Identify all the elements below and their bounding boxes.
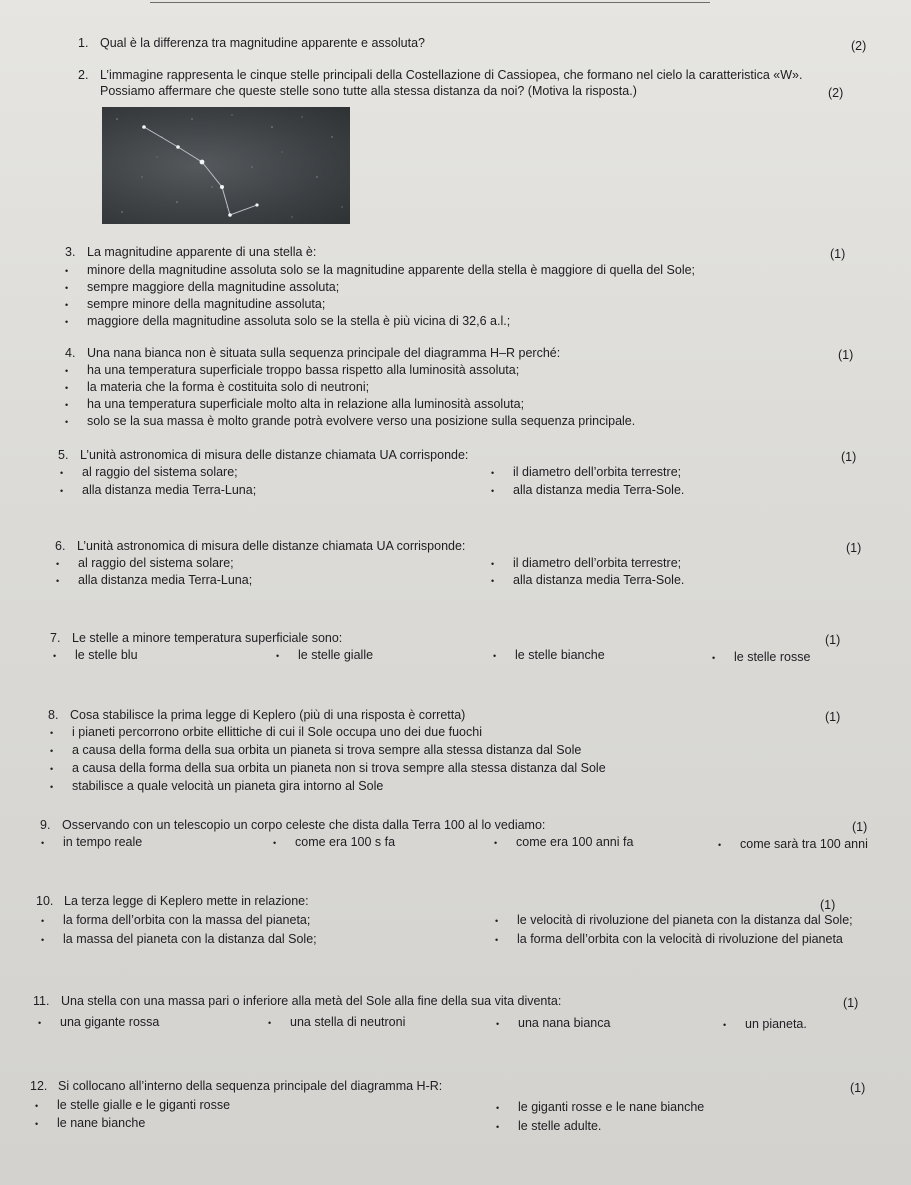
question-8-points: (1) [825,710,841,724]
question-8-option-a[interactable]: • i pianeti percorrono orbite ellittiche di cui il Sole occupa uno dei due fuochi [72,725,482,739]
question-text: Una nana bianca non è situata sulla sequenza principale del diagramma H–R perché: [87,346,561,360]
question-number: 5. [58,448,69,462]
question-text: Si collocano all’interno della sequenza principale del diagramma H-R: [58,1079,443,1093]
question-12-option-b[interactable]: • le giganti rosse e le nane bianche [518,1100,704,1114]
question-12-points: (1) [850,1081,866,1095]
cassiopeia-constellation-image [102,107,350,224]
question-7-option-a[interactable]: • le stelle blu [75,648,138,662]
question-7-points: (1) [825,633,841,647]
question-6-option-c[interactable]: • alla distanza media Terra-Luna; [78,573,252,587]
question-10-points: (1) [820,898,836,912]
question-4-title [65,346,560,360]
question-text: Una stella con una massa pari o inferiore alla metà del Sole alla fine della sua vita diventa: [61,994,562,1008]
question-2-points: (2) [828,86,844,100]
question-11-option-c[interactable]: • una nana bianca [518,1016,610,1030]
question-12-option-d[interactable]: • le stelle adulte. [518,1119,601,1133]
question-9-option-d[interactable]: • come sarà tra 100 anni [740,837,868,851]
question-text: L’unità astronomica di misura delle distanze chiamata UA corrisponde: [77,539,466,553]
question-5-option-b[interactable]: • il diametro dell’orbita terrestre; [513,465,681,479]
cassiopeia-photo [102,107,350,224]
question-3-points: (1) [830,247,846,261]
question-4-option-b[interactable]: • la materia che la forma è costituita solo di neutroni; [87,380,369,394]
question-number: 11. [33,994,50,1008]
question-12-option-a[interactable]: • le stelle gialle e le giganti rosse [57,1098,230,1112]
question-3-option-b[interactable]: • sempre maggiore della magnitudine assoluta; [87,280,339,294]
question-4-option-a[interactable]: • ha una temperatura superficiale troppo bassa rispetto alla luminosità assoluta; [87,363,519,377]
top-rule [150,2,710,3]
question-number: 2. [78,68,89,82]
question-7-option-b[interactable]: • le stelle gialle [298,648,373,662]
question-4-option-c[interactable]: • ha una temperatura superficiale molto alta in relazione alla luminosità assoluta; [87,397,524,411]
question-1-title [78,36,425,50]
question-9-option-a[interactable]: • in tempo reale [63,835,142,849]
question-3-option-a[interactable]: • minore della magnitudine assoluta solo se la magnitudine apparente della stella è maggiore di quella del Sole; [87,263,695,277]
question-7-title [50,631,342,645]
question-text: L’unità astronomica di misura delle distanze chiamata UA corrisponde: [80,448,469,462]
question-2-title [78,68,802,82]
question-number: 6. [55,539,66,553]
question-text: Qual è la differenza tra magnitudine apparente e assoluta? [100,36,425,50]
question-10-option-a[interactable]: • la forma dell’orbita con la massa del pianeta; [63,913,310,927]
question-2-text-line2: Possiamo affermare che queste stelle sono tutte alla stessa distanza da noi? (Motiva la risposta.) [100,84,637,98]
question-3-option-c[interactable]: • sempre minore della magnitudine assoluta; [87,297,325,311]
question-number: 7. [50,631,61,645]
question-6-option-d[interactable]: • alla distanza media Terra-Sole. [513,573,684,587]
question-5-option-a[interactable]: • al raggio del sistema solare; [82,465,238,479]
question-text: L’immagine rappresenta le cinque stelle principali della Costellazione di Cassiopea, che formano nel cielo la caratteristica «W». [100,68,803,82]
question-7-option-c[interactable]: • le stelle bianche [515,648,605,662]
question-text: Osservando con un telescopio un corpo celeste che dista dalla Terra 100 al lo vediamo: [62,818,546,832]
question-8-option-b[interactable]: • a causa della forma della sua orbita un pianeta si trova sempre alla stessa distanza dal Sole [72,743,581,757]
question-text: La terza legge di Keplero mette in relazione: [64,894,309,908]
question-11-points: (1) [843,996,859,1010]
question-text: Le stelle a minore temperatura superficiale sono: [72,631,343,645]
question-text: Cosa stabilisce la prima legge di Keplero (più di una risposta è corretta) [70,708,466,722]
question-12-title [30,1079,442,1093]
question-6-option-a[interactable]: • al raggio del sistema solare; [78,556,234,570]
question-12-option-c[interactable]: • le nane bianche [57,1116,145,1130]
question-9-title [40,818,545,832]
question-8-title [48,708,465,722]
question-5-option-c[interactable]: • alla distanza media Terra-Luna; [82,483,256,497]
question-10-option-b[interactable]: • le velocità di rivoluzione del pianeta con la distanza dal Sole; [517,913,853,927]
question-8-option-d[interactable]: • stabilisce a quale velocità un pianeta gira intorno al Sole [72,779,383,793]
question-11-option-a[interactable]: • una gigante rossa [60,1015,159,1029]
question-11-option-d[interactable]: • un pianeta. [745,1017,807,1031]
question-10-option-c[interactable]: • la massa del pianeta con la distanza dal Sole; [63,932,317,946]
question-4-points: (1) [838,348,854,362]
question-5-points: (1) [841,450,857,464]
question-6-option-b[interactable]: • il diametro dell’orbita terrestre; [513,556,681,570]
question-text: La magnitudine apparente di una stella è: [87,245,317,259]
question-number: 9. [40,818,51,832]
question-3-option-d[interactable]: • maggiore della magnitudine assoluta solo se la stella è più vicina di 32,6 a.l.; [87,314,510,328]
question-6-title [55,539,465,553]
question-9-points: (1) [852,820,868,834]
question-number: 10. [36,894,54,908]
question-6-points: (1) [846,541,862,555]
question-4-option-d[interactable]: • solo se la sua massa è molto grande potrà evolvere verso una posizione sulla sequenza principale. [87,414,635,428]
question-10-title [36,894,309,908]
question-9-option-b[interactable]: • come era 100 s fa [295,835,395,849]
question-7-option-d[interactable]: • le stelle rosse [734,650,810,664]
question-5-title [58,448,468,462]
question-11-title [33,994,561,1008]
question-5-option-d[interactable]: • alla distanza media Terra-Sole. [513,483,684,497]
question-number: 8. [48,708,59,722]
question-number: 12. [30,1079,48,1093]
question-number: 4. [65,346,76,360]
question-number: 1. [78,36,89,50]
question-11-option-b[interactable]: • una stella di neutroni [290,1015,405,1029]
question-3-title [65,245,316,259]
question-9-option-c[interactable]: • come era 100 anni fa [516,835,633,849]
question-1-points: (2) [851,39,867,53]
question-number: 3. [65,245,76,259]
question-10-option-d[interactable]: • la forma dell’orbita con la velocità di rivoluzione del pianeta [517,932,843,946]
question-8-option-c[interactable]: • a causa della forma della sua orbita un pianeta non si trova sempre alla stessa distanza dal Sole [72,761,606,775]
